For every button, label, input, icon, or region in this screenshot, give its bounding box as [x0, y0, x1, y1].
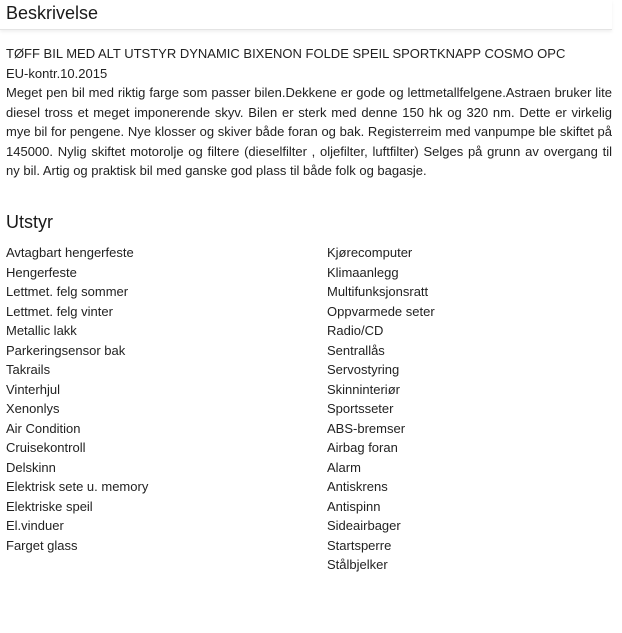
equipment-item: Metallic lakk: [6, 323, 77, 338]
description-body: Meget pen bil med riktig farge som passer bilen.Dekkene er gode og lettmetallfelgene.Astraen bruker lite diesel tross et meget imponerende skyv. Bilen er sterk med denne 150 hk og 320 nm. Dette er virkelig mye bil for pengene. Nye klosser og skiver både foran og bak. Registerreim med vanpumpe ble skiftet på 145000. Nylig skiftet motorolje og filtere (dieselfilter , oljefilter, luftfilter) Selges på grunn av overgang til ny bil. Artig og praktisk bil med ganske god plass til både folk og bagasje.: [6, 85, 612, 178]
equipment-item: Airbag foran: [327, 440, 398, 455]
equipment-item: Farget glass: [6, 537, 78, 553]
equipment-item: Elektriske speil: [6, 498, 93, 514]
equipment-item: Radio/CD: [327, 323, 384, 338]
equipment-item: Antiskrens: [327, 479, 388, 494]
description-title: Beskrivelse: [6, 3, 99, 23]
description-inspection: EU-kontr.10.2015: [6, 65, 108, 81]
equipment-item: ABS-bremser: [327, 420, 406, 436]
equipment-item: Alarm: [327, 459, 361, 475]
equipment-item: Hengerfeste: [6, 264, 77, 280]
equipment-item: El.vinduer: [6, 518, 64, 533]
equipment-item: Elektrisk sete u. memory: [6, 479, 149, 494]
equipment-item: Kjørecomputer: [327, 245, 413, 260]
equipment-item: Parkeringsensor bak: [6, 342, 126, 358]
equipment-item: Sportsseter: [327, 401, 394, 416]
equipment-item: Klimaanlegg: [327, 264, 399, 280]
equipment-item: Sentrallås: [327, 342, 385, 358]
equipment-item: Sideairbager: [327, 518, 401, 533]
equipment-list-right: [327, 243, 612, 575]
equipment-item: Lettmet. felg sommer: [6, 284, 129, 299]
equipment-item: Skinninteriør: [327, 381, 400, 397]
description-section: [6, 44, 612, 181]
equipment-item: Delskinn: [6, 459, 56, 475]
equipment-item: Antispinn: [327, 498, 381, 514]
description-headline: TØFF BIL MED ALT UTSTYR DYNAMIC BIXENON FOLDE SPEIL SPORTKNAPP COSMO OPC: [6, 46, 566, 61]
equipment-item: Xenonlys: [6, 401, 60, 416]
equipment-item: Air Condition: [6, 420, 81, 436]
equipment-item: Takrails: [6, 362, 51, 377]
equipment-title: Utstyr: [6, 212, 53, 232]
equipment-item: Stålbjelker: [327, 557, 388, 572]
equipment-item: Multifunksjonsratt: [327, 284, 429, 299]
equipment-item: Oppvarmede seter: [327, 303, 435, 319]
equipment-item: Servostyring: [327, 362, 400, 377]
equipment-item: Cruisekontroll: [6, 440, 86, 455]
equipment-item: Startsperre: [327, 537, 392, 553]
equipment-item: Avtagbart hengerfeste: [6, 245, 134, 260]
equipment-item: Lettmet. felg vinter: [6, 303, 113, 319]
equipment-list-left: [6, 243, 306, 555]
equipment-item: Vinterhjul: [6, 381, 60, 397]
